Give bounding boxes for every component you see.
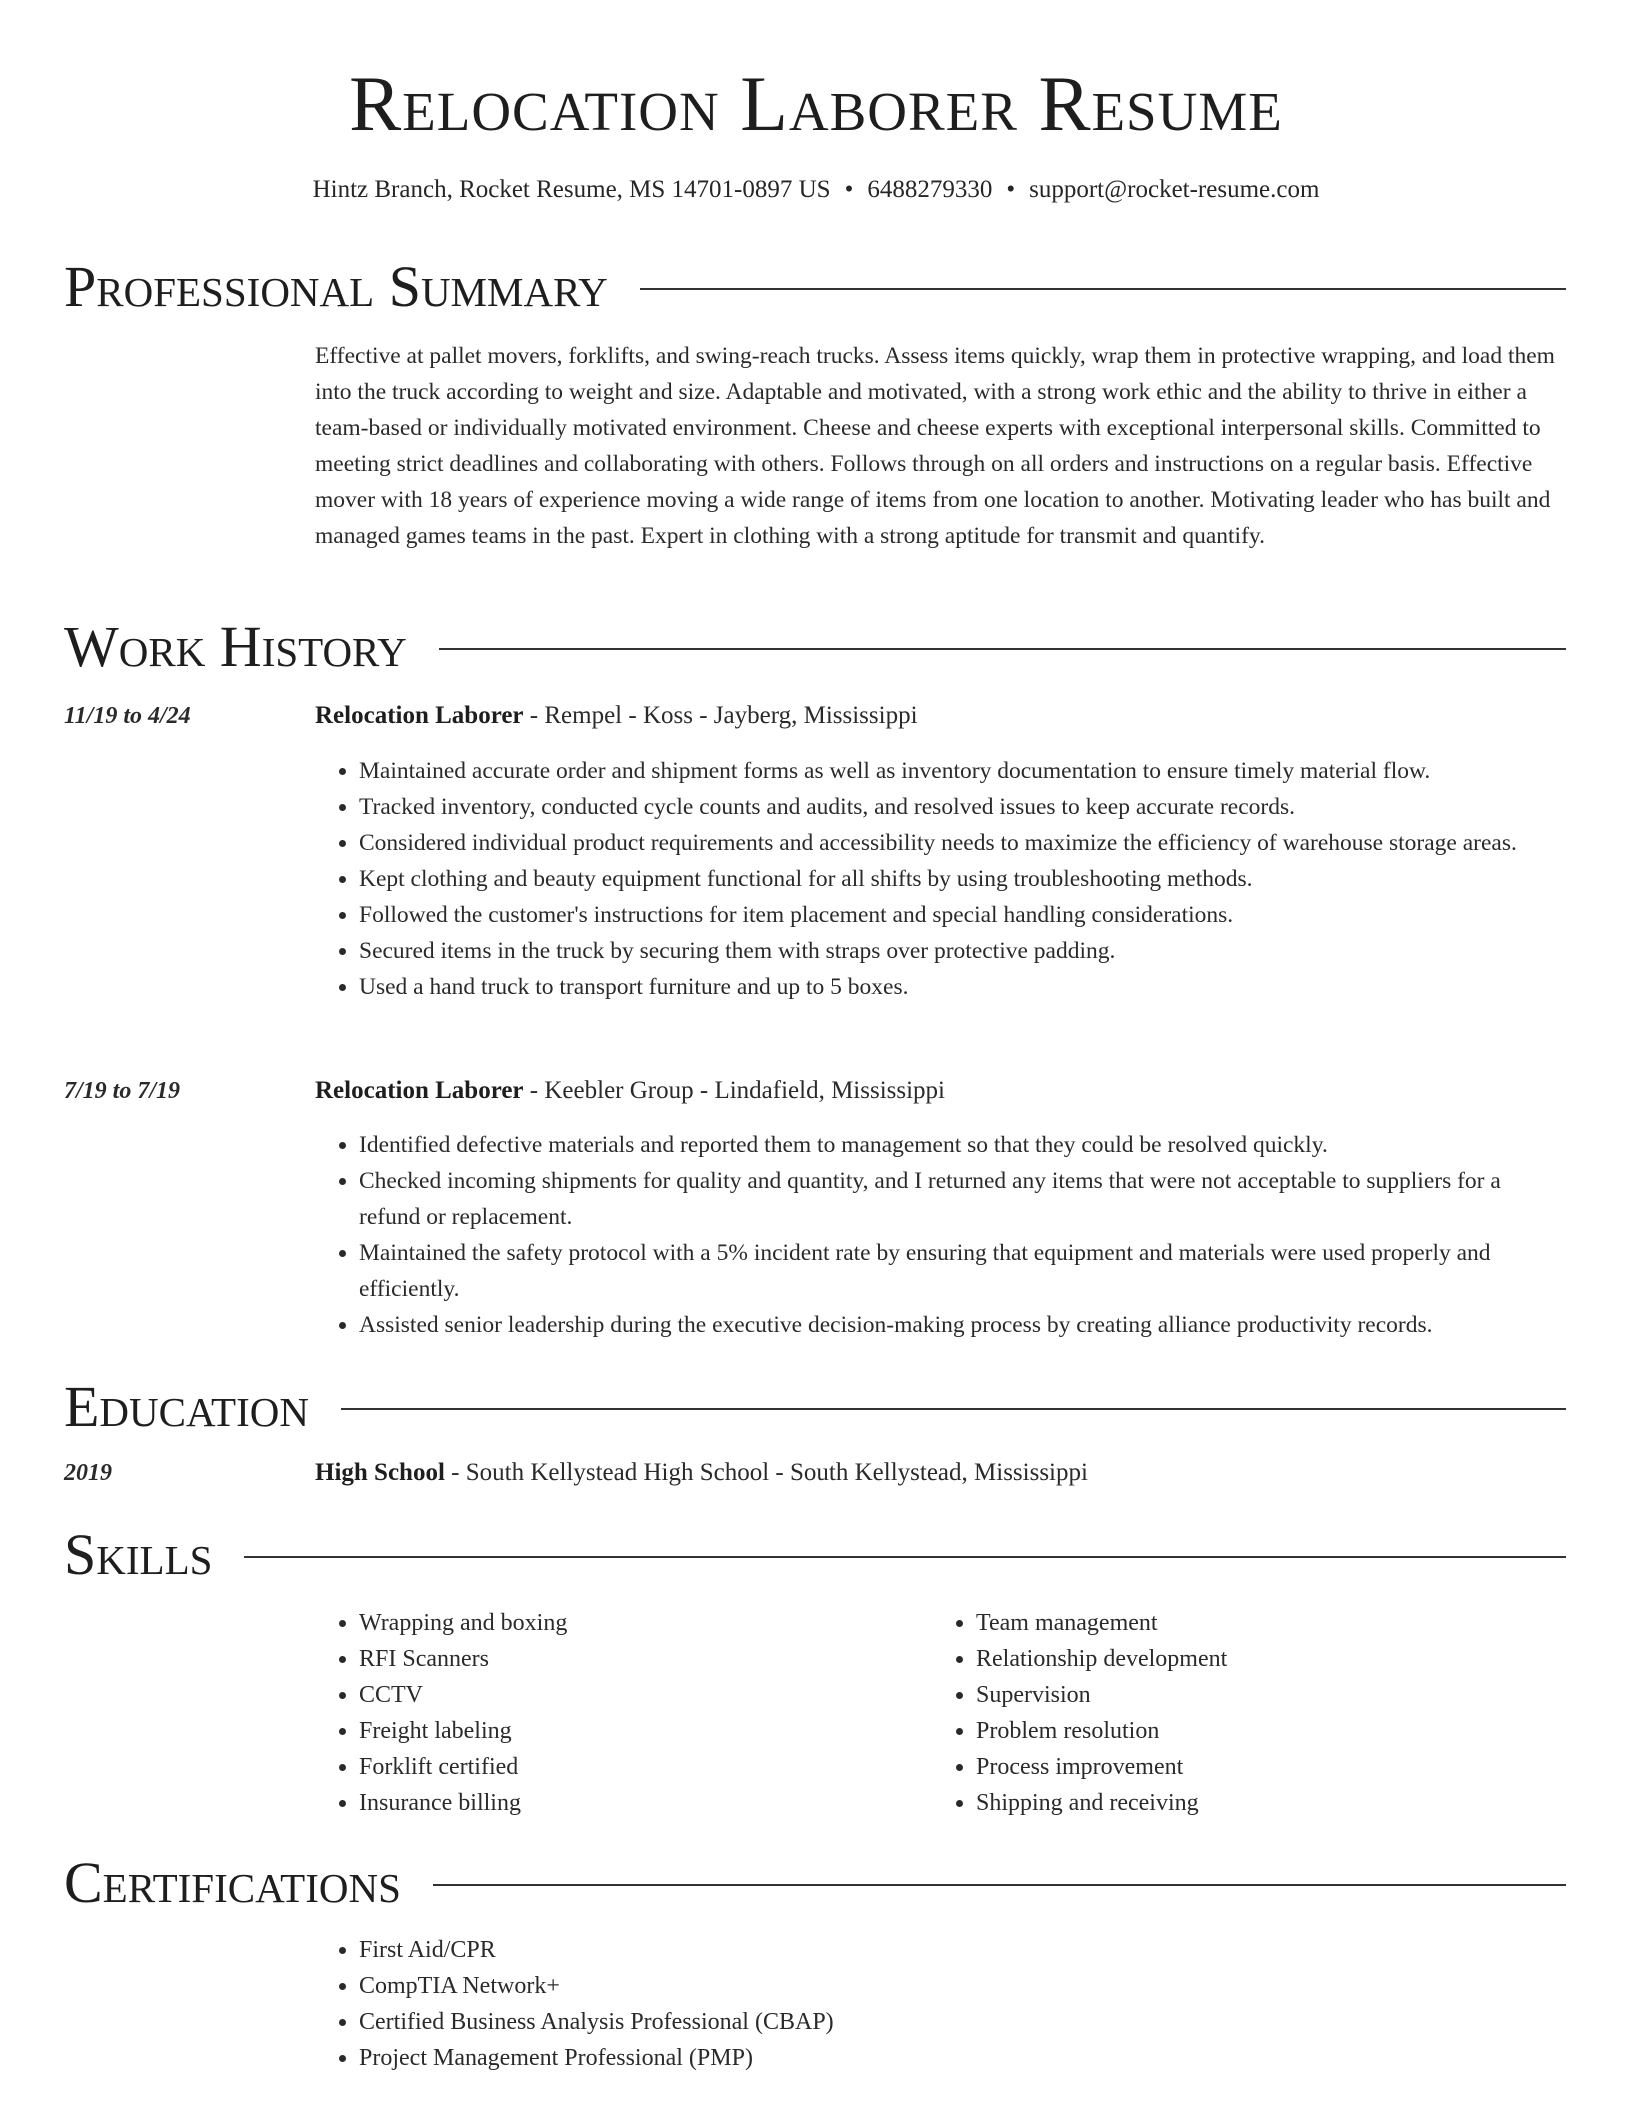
skills-list-left — [315, 1605, 919, 1821]
job-title: Relocation Laborer — [315, 702, 524, 729]
job-bullet: • Maintained the safety protocol with a 5% incident rate by ensuring that equipment and materials were used properly and efficiently. — [359, 1235, 1566, 1307]
section-divider — [341, 1408, 1566, 1410]
contact-line — [0, 173, 1632, 207]
skill-item: • Freight labeling — [359, 1713, 919, 1749]
job-header — [315, 1074, 1566, 1108]
skill-item: • Process improvement — [976, 1749, 1576, 1785]
skill-item: • CCTV — [359, 1677, 919, 1713]
contact-email[interactable]: support@rocket-resume.com — [1029, 176, 1320, 203]
job-bullet: • Identified defective materials and reported them to management so that they could be resolved quickly. — [359, 1127, 1566, 1163]
job-title: Relocation Laborer — [315, 1077, 524, 1104]
certification-item: • Project Management Professional (PMP) — [359, 2040, 1259, 2076]
section-title: Certifications — [64, 1850, 401, 1915]
job-bullet: • Followed the customer's instructions for item placement and special handling considerations. — [359, 897, 1566, 933]
contact-address: Hintz Branch, Rocket Resume, MS 14701-0897 US — [312, 176, 831, 203]
job-date: 11/19 to 4/24 — [64, 703, 191, 729]
job-bullet: • Kept clothing and beauty equipment functional for all shifts by using troubleshooting methods. — [359, 861, 1566, 897]
section-divider — [244, 1556, 1566, 1558]
job-bullet: • Secured items in the truck by securing them with straps over protective padding. — [359, 933, 1566, 969]
skill-item: • Shipping and receiving — [976, 1785, 1576, 1821]
certification-item: • Certified Business Analysis Professional (CBAP) — [359, 2004, 1259, 2040]
skill-item: • Forklift certified — [359, 1749, 919, 1785]
education-degree: High School — [315, 1459, 445, 1486]
certification-item: • CompTIA Network+ — [359, 1968, 1259, 2004]
skill-item: • Insurance billing — [359, 1785, 919, 1821]
section-divider — [640, 288, 1566, 290]
summary-text: Effective at pallet movers, forklifts, and swing-reach trucks. Assess items quickly, wrap them in protective wrapping, and load them into the truck according to weight and size. Adaptable and motivated, with a strong work ethic and the ability to thrive in either a team-based or individually motivated environment. Cheese and cheese experts with exceptional interpersonal skills. Committed to meeting strict deadlines and collaborating with others. Follows through on all orders and instructions on a regular basis. Effective mover with 18 years of experience moving a wide range of items from one location to another. Motivating leader who has built and managed games teams in the past. Expert in clothing with a strong aptitude for transmit and quantify. — [315, 343, 1555, 549]
section-heading-work-history — [64, 615, 1566, 679]
job-bullet: • Maintained accurate order and shipment forms as well as inventory documentation to ensure timely material flow. — [359, 753, 1566, 789]
skill-item: • Problem resolution — [976, 1713, 1576, 1749]
education-header — [315, 1456, 1566, 1490]
section-heading-certifications — [64, 1851, 1566, 1915]
skill-item: • RFI Scanners — [359, 1641, 919, 1677]
resume-title: Relocation Laborer Resume — [349, 60, 1283, 147]
skill-item: • Relationship development — [976, 1641, 1576, 1677]
job-bullet: • Considered individual product requirements and accessibility needs to maximize the efficiency of warehouse storage areas. — [359, 825, 1566, 861]
section-divider — [433, 1884, 1566, 1886]
education-date: 2019 — [64, 1460, 112, 1486]
skill-item: • Supervision — [976, 1677, 1576, 1713]
job-bullet: • Tracked inventory, conducted cycle counts and audits, and resolved issues to keep accurate records. — [359, 789, 1566, 825]
section-title: Work History — [64, 614, 407, 679]
job-bullets — [315, 1127, 1566, 1343]
contact-separator: • — [1006, 176, 1016, 203]
job-bullets — [315, 753, 1566, 1005]
job-bullet: • Checked incoming shipments for quality and quantity, and I returned any items that were not acceptable to suppliers for a refund or replacement. — [359, 1163, 1566, 1235]
job-bullet: • Used a hand truck to transport furniture and up to 5 boxes. — [359, 969, 1566, 1005]
section-heading-summary — [64, 255, 1566, 319]
contact-separator: • — [844, 176, 854, 203]
contact-phone: 6488279330 — [867, 176, 993, 203]
certification-item: • First Aid/CPR — [359, 1932, 1259, 1968]
skill-item: • Team management — [976, 1605, 1576, 1641]
section-title: Education — [64, 1374, 309, 1439]
job-employer: - Keebler Group - Lindafield, Mississippi — [523, 1077, 945, 1104]
section-heading-skills — [64, 1523, 1566, 1587]
education-school: - South Kellystead High School - South Kellystead, Mississippi — [444, 1459, 1088, 1486]
section-title: Skills — [64, 1522, 213, 1587]
section-title: Professional Summary — [64, 254, 608, 319]
job-date: 7/19 to 7/19 — [64, 1078, 181, 1104]
skill-item: • Wrapping and boxing — [359, 1605, 919, 1641]
section-divider — [439, 648, 1566, 650]
job-header — [315, 699, 1566, 733]
job-bullet: • Assisted senior leadership during the executive decision-making process by creating alliance productivity records. — [359, 1307, 1566, 1343]
job-employer: - Rempel - Koss - Jayberg, Mississippi — [523, 702, 918, 729]
skills-list-right — [932, 1605, 1576, 1821]
certifications-list — [315, 1932, 1259, 2076]
section-heading-education — [64, 1375, 1566, 1439]
